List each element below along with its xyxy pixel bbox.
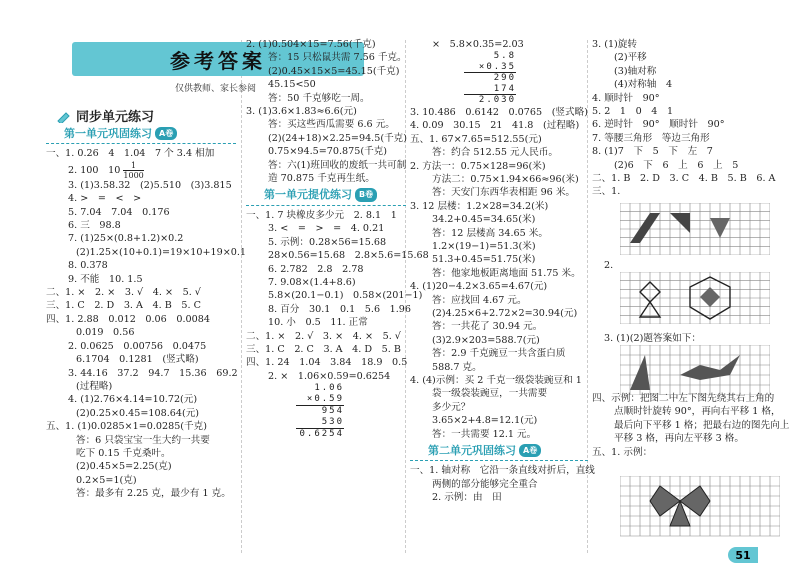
- answer-line: 四、1. 24 1.04 3.84 18.9 0.5: [246, 357, 408, 369]
- answer-line: 588.7 克。: [432, 361, 482, 373]
- answer-line: 6. 2.782 2.8 2.78: [268, 263, 364, 275]
- answer-line: 8. 百分 30.1 0.1 5.6 1.96: [268, 303, 412, 315]
- flower-grid-figure: [620, 272, 770, 324]
- answer-paragraph: 四、示例：把图二中左下图先绕其右上角的 点顺时针旋转 90°，再向右平移 1 格， 最后向下平移 1 格；把最右边的图先向上 平移 3 格，再向左平移 3 格。 五、1. 示例：: [592, 393, 790, 458]
- answer-line: 3. 10.486 0.6142 0.0765 (竖式略): [410, 106, 588, 118]
- answer-line: 答：50 千克够吃一周。: [268, 92, 370, 104]
- answer-line: 1.2×(19−1)=51.3(米): [432, 240, 536, 252]
- answer-line: 3. < = > = 4. 0.21: [268, 223, 385, 235]
- answer-line: 28×0.56=15.68 2.8×5.6=15.68: [268, 250, 429, 262]
- answer-line: (2)0.45×15×5=45.15(千克): [268, 65, 400, 77]
- answer-line: (3)轴对称: [614, 65, 657, 77]
- answer-line: 4. 顺时针 90°: [592, 92, 660, 104]
- answer-line: 三、1.: [592, 186, 621, 198]
- answer-line: 4. (4)示例：买 2 千克一级袋装豌豆和 1: [410, 375, 582, 387]
- answer-line: 造 70.875 千克再生纸。: [268, 173, 375, 185]
- answer-line: 7. 等腰三角形 等边三角形: [592, 132, 710, 144]
- page-number: 51: [728, 547, 758, 563]
- answer-line: 51.3+0.45=51.75(米): [432, 254, 536, 266]
- answer-line: 答：买这些西瓜需要 6.6 元。: [268, 119, 395, 131]
- answer-line: 2. 方法一：0.75×128=96(米): [410, 160, 546, 172]
- answer-line: 3. 44.16 37.2 94.7 15.36 69.2: [68, 367, 238, 379]
- pencil-icon: [56, 109, 72, 123]
- answer-line: 四、1. 2.88 0.012 0.06 0.0084: [46, 313, 210, 325]
- answer-line: 5.8×(20.1−0.1) 0.58×(201−1): [268, 290, 423, 302]
- answer-line: 2. 示例：由 田: [432, 492, 502, 504]
- answer-line: 三、1. C 2. D 3. A 4. B 5. C: [46, 300, 201, 312]
- answer-line: 一、1. 轴对称 它沿一条直线对折后，直线: [410, 465, 595, 477]
- subtitle: 仅供教师、家长参阅: [175, 84, 257, 94]
- answer-line: 答：最多有 2.25 克，最少有 1 克。: [76, 488, 231, 500]
- answer-line: 一、1. 0.26 4 1.04 7 个 3.4 相加: [46, 148, 215, 160]
- answer-line: 45.15<50: [268, 79, 316, 91]
- answer-line: 答：一共需要 12.1 元。: [432, 428, 537, 440]
- answer-line: 吃下 0.15 千克桑叶。: [76, 447, 171, 459]
- answer-line: 一、1. 7 块橡皮多少元 2. 8.1 1: [246, 209, 397, 221]
- answer-line: 6.1704 0.1281 (竖式略): [76, 354, 199, 366]
- answer-line: 答：15 只松鼠共需 7.56 千克。: [268, 52, 407, 64]
- answer-line: × 5.8×0.35=2.03: [432, 39, 524, 50]
- answer-line: 5. 示例：0.28×56=15.68: [268, 236, 387, 248]
- page-title: 参考答案: [170, 48, 266, 73]
- answer-line: 三、1. C 2. C 3. A 4. D 5. B: [246, 343, 401, 355]
- answer-line: 多少元？: [432, 401, 471, 413]
- answer-line: 二、1. B 2. D 3. C 4. B 5. B 6. A: [592, 173, 776, 185]
- answer-line: 3. (1)3.6×1.83≈6.6(元): [246, 106, 357, 118]
- answer-line: 0.2×5=1(克): [76, 474, 137, 486]
- vertical-multiplication: 1.06 ×0.59 954 530 0.6254: [296, 383, 344, 440]
- column-divider: [241, 40, 242, 553]
- answer-column-1: [46, 124, 247, 501]
- answer-line: (2)(24+18)×2.25=94.5(千克): [268, 132, 408, 144]
- answer-line: (2)平移: [614, 52, 647, 64]
- answer-line: 2. × 1.06×0.59=0.6254: [268, 370, 391, 382]
- answer-line: 答：六(1)班回收的废纸一共可制: [268, 159, 407, 171]
- answer-line: 2. (1)0.504×15=7.56(千克): [246, 39, 376, 50]
- answer-column-3: [410, 38, 595, 505]
- rotation-grid-figure: [620, 203, 770, 255]
- answer-line: 7. 9.08×(1.4+8.6): [268, 276, 356, 288]
- answer-line: 10. 小 0.5 11. 正常: [268, 317, 368, 329]
- unit-header: 第一单元巩固练习 A卷: [46, 126, 236, 144]
- symmetric-star-grid-figure: [620, 476, 780, 538]
- answer-line: 方法二：0.75×1.94×66≈96(米): [432, 173, 579, 185]
- answer-line: (4)对称轴 4: [614, 79, 673, 91]
- answer-line: 答：6 只袋宝宝一生大约一共要: [76, 434, 210, 446]
- answer-line: 2.: [604, 260, 614, 271]
- answer-line: 答：他家地板距离地面 51.75 米。: [432, 267, 581, 279]
- answer-line: 两侧的部分能够完全重合: [432, 478, 538, 490]
- answer-line: (2)0.25×0.45=108.64(元): [76, 407, 200, 419]
- answer-line: 7. (1)25×(0.8+1.2)×0.2: [68, 233, 184, 245]
- level-badge: A卷: [519, 444, 541, 457]
- answer-line: 34.2+0.45=34.65(米): [432, 214, 536, 226]
- answer-line: 2. 0.0625 0.00756 0.0475: [68, 340, 207, 352]
- answer-line: 8. (1)7 下 5 下 左 7: [592, 146, 713, 158]
- answer-column-4: [592, 38, 777, 199]
- answer-line: 答：2.9 千克豌豆一共含蛋白质: [432, 348, 566, 360]
- vertical-multiplication: 5.8 ×0.35 290 174 2.030: [464, 51, 516, 106]
- answer-line: 五、1. (1)0.0285×1=0.0285(千克): [46, 421, 207, 433]
- answer-line: 二、1. × 2. √ 3. × 4. × 5. √: [246, 330, 401, 342]
- fraction: $\frac{1}{1000}$: [123, 160, 144, 180]
- answer-line: 6. 三 98.8: [68, 220, 121, 232]
- answer-line: (3)2.9×203=588.7(元): [432, 334, 540, 346]
- answer-line: (2)0.45×5=2.25(克): [76, 461, 172, 473]
- answer-line: 4. (1)20−4.2×3.65=4.67(元): [410, 281, 548, 293]
- unit-header: 第一单元提优练习 B卷: [246, 187, 406, 205]
- answer-line: 袋一级袋装豌豆，一共需要: [432, 388, 548, 400]
- answer-line: 4. > = < >: [68, 193, 142, 205]
- fish-grid-figure: [620, 345, 770, 395]
- answer-line: 8. 0.378: [68, 260, 108, 272]
- answer-line: 答：约合 512.55 元人民币。: [432, 147, 559, 159]
- answer-line: (2)4.25×6+2.72×2=30.94(元): [432, 308, 578, 319]
- answer-line: 6. 逆时针 90° 顺时针 90°: [592, 119, 725, 131]
- answer-line: 五、1. 67×7.65=512.55(元): [410, 133, 542, 145]
- answer-line: 2. 100 10 $\frac{1}{1000}$: [68, 160, 144, 180]
- answer-line: 0.75×94.5=70.875(千克): [268, 146, 388, 158]
- answer-line: 答：天安门东西华表相距 96 米。: [432, 187, 576, 199]
- answer-line: 3. 12 层楼：1.2×28=34.2(米): [410, 200, 549, 212]
- answer-line: (过程略): [76, 380, 113, 392]
- answer-line: 3. (1)旋转: [592, 39, 637, 50]
- answer-line: 3. (1)3.58.32 (2)5.510 (3)3.815: [68, 179, 232, 191]
- answer-line: 9. 不能 10. 1.5: [68, 273, 143, 285]
- answer-line: 答：12 层楼高 34.65 米。: [432, 227, 548, 239]
- level-badge: B卷: [355, 188, 377, 201]
- answer-line: 4. (1)2.76×4.14=10.72(元): [68, 394, 198, 406]
- answer-line: 4. 0.09 30.15 21 41.8 (过程略): [410, 120, 580, 132]
- answer-line: (2)6 下 6 上 6 上 5: [614, 159, 739, 171]
- level-badge: A卷: [155, 127, 177, 140]
- answer-line: 5. 7.04 7.04 0.176: [68, 206, 170, 218]
- answer-line: 0.019 0.56: [76, 327, 135, 339]
- answer-column-2: [246, 38, 429, 440]
- answer-line: 二、1. × 2. × 3. √ 4. × 5. √: [46, 287, 201, 299]
- section-heading: [56, 106, 154, 125]
- section-title: 同步单元练习: [76, 110, 155, 125]
- answer-line: 答：一共花了 30.94 元。: [432, 321, 543, 333]
- answer-line: 5. 2 1 0 4 1: [592, 106, 674, 118]
- answer-line: 3.65×2+4.8=12.1(元): [432, 415, 538, 427]
- unit-header: 第二单元巩固练习 A卷: [410, 443, 588, 461]
- answer-line: 答：应找回 4.67 元。: [432, 294, 527, 306]
- answer-line: 3. (1)(2)题答案如下：: [604, 333, 701, 344]
- answer-line: (2)1.25×(10+0.1)=19×10+19×0.1: [76, 246, 247, 258]
